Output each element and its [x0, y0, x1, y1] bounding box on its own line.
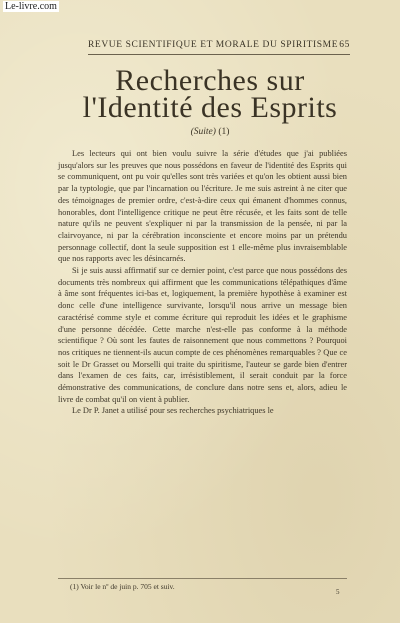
page-number: 65: [339, 40, 350, 50]
paragraph-2: Si je suis aussi affirmatif sur ce dernier point, c'est parce que nous possédons des documents très nombreux qui affirment que les communications télépathiques d'âme à âme sont fréquentes ici-bas et, logiquement, la première hypothèse à examiner est donc celle d'une intelligence survivante, lorsqu'il nous arrive un message bien caractérisé comme style et comme écriture qui reproduit les idées et le graphisme d'une personne décédée. Cette marche n'est-elle pas conforme à la méthode scientifique ? Où sont les fautes de raisonnement que nous commettons ? Pourquoi nos critiques ne tiennent-ils aucun compte de ces phénomènes remarquables ? Que ce soit le Dr Grasset ou Morselli qui traite du spiritisme, l'auteur se garde bien d'entrer dans l'examen de ces faits, car, irrésistiblement, il serait conduit par la force démonstrative des communications, de conclure dans notre sens et, alors, adieu le livre de combat qu'il on vient à publier.: [58, 266, 347, 404]
running-head-title: REVUE SCIENTIFIQUE ET MORALE DU SPIRITISME: [88, 40, 339, 50]
footnote-rule: [58, 578, 347, 579]
signature-mark: 5: [336, 588, 340, 596]
article-subtitle: [60, 127, 360, 137]
footnote: (1) Voir le nº de juin p. 705 et suiv.: [70, 582, 175, 591]
article-title-line-2: l'Identité des Esprits: [82, 91, 338, 124]
subtitle-note-ref: (1): [218, 127, 230, 137]
subtitle-suite: (Suite): [190, 127, 216, 137]
article-body: [58, 148, 347, 417]
running-head: [88, 40, 350, 50]
paragraph-1: Les lecteurs qui ont bien voulu suivre la série d'études que j'ai publiées jusqu'alors sur les preuves que nous possédons en faveur de l'identité des Esprits qui se communiquent, ont pu voir qu'elles sont très variées et qu'on les obtient aussi bien par la typtologie, que par l'incarnation ou l'écriture. Je me suis astreint à ne citer que des témoignages de premier ordre, c'est-à-dire ceux qui émanent d'hommes connus, honorables, dont l'intelligence critique ne peut être récusée, et les faits sont de telle nature qu'ils ne peuvent s'expliquer ni par la transmission de la pensée, ni par la clairvoyance, ni par la cérébration inconsciente et encore moins par un prétendu personnage collectif, dont la seule supposition est 1 elle-même plus invraisemblable que nos rapports avec les désincarnés.: [58, 149, 347, 264]
article-title-line-1: Recherches sur: [115, 64, 305, 97]
watermark-label: Le-livre.com: [5, 1, 57, 12]
paragraph-3: Le Dr P. Janet a utilisé pour ses recherches psychiatriques le: [72, 406, 274, 416]
header-rule: [88, 54, 350, 55]
